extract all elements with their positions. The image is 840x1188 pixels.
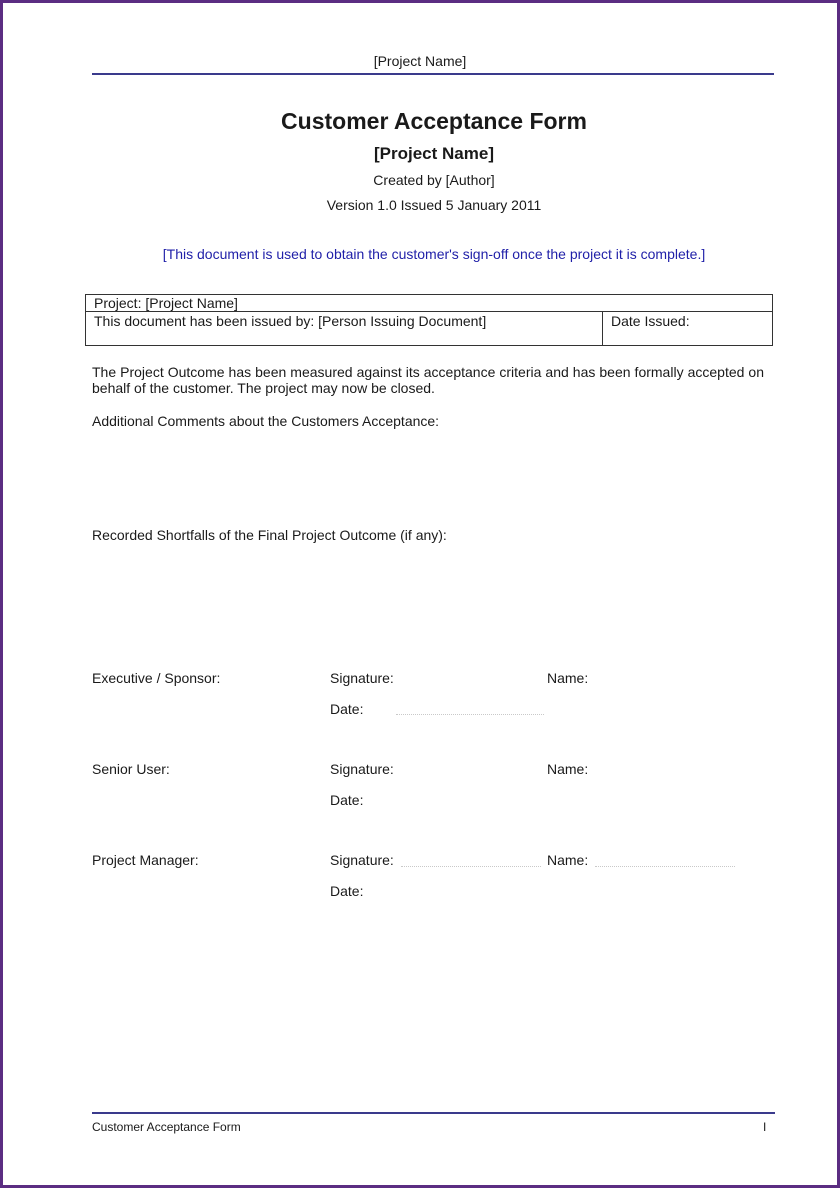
date-issued-cell: Date Issued: [603,312,773,346]
date-label: Date: [330,883,364,899]
role-label: Executive / Sponsor: [92,670,221,686]
footer-divider [92,1112,775,1114]
page-number: I [763,1120,767,1134]
name-label: Name: [547,852,589,868]
header-project-name: [Project Name] [373,53,467,69]
name-label: Name: [547,670,589,686]
date-field-line[interactable] [396,714,544,715]
shortfalls-label: Recorded Shortfalls of the Final Project Outcome (if any): [92,527,447,543]
version-info: Version 1.0 Issued 5 January 2011 [326,197,542,213]
role-label: Project Manager: [92,852,199,868]
comments-label: Additional Comments about the Customers Acceptance: [92,413,440,429]
date-label: Date: [330,701,364,717]
header-divider [92,73,774,75]
signature-label: Signature: [330,761,394,777]
created-by: Created by [Author] [373,172,495,188]
signature-label: Signature: [330,670,394,686]
acceptance-statement: The Project Outcome has been measured against its acceptance criteria and has been formally accepted on behalf of the customer. The project may now be closed. [92,364,764,396]
project-cell: Project: [Project Name] [86,295,773,312]
instruction-note: [This document is used to obtain the customer's sign-off once the project it is complete.] [162,246,706,262]
signature-label: Signature: [330,852,394,868]
signature-field-line[interactable] [401,866,541,867]
footer-title: Customer Acceptance Form [92,1120,241,1134]
document-subtitle: [Project Name] [374,144,494,163]
role-label: Senior User: [92,761,170,777]
date-label: Date: [330,792,364,808]
name-field-line[interactable] [595,866,735,867]
name-label: Name: [547,761,589,777]
project-info-table [85,294,773,346]
issued-by-cell: This document has been issued by: [Person Issuing Document] [86,312,603,346]
document-title: Customer Acceptance Form [281,108,587,134]
